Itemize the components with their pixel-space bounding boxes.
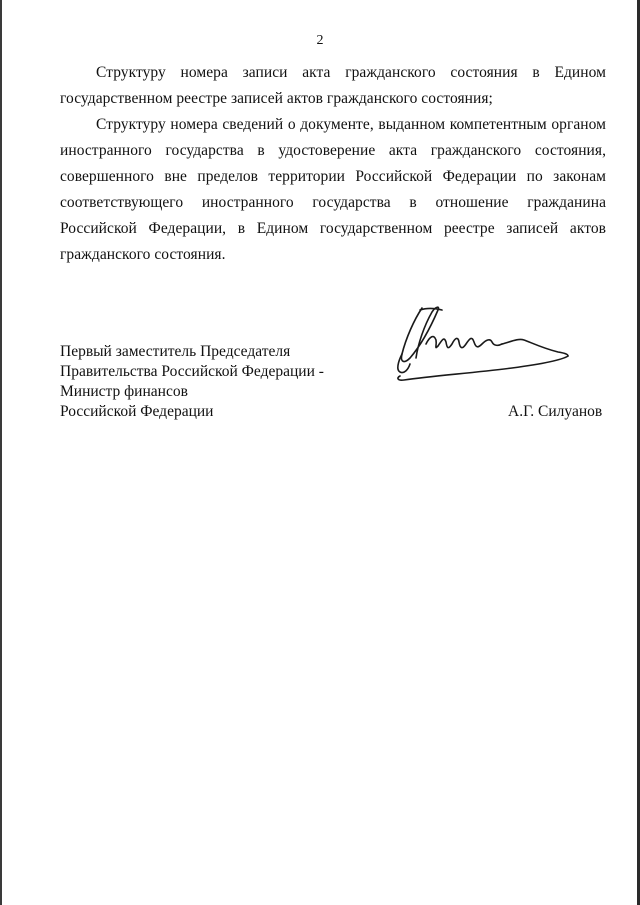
signatory-position-line: Первый заместитель Председателя — [60, 343, 291, 360]
signatory-position — [60, 342, 324, 422]
signatory-position-line: Министр финансов — [60, 383, 188, 400]
paragraph-record-number-structure: Структуру номера записи акта гражданского состояния в Едином государственном реестре записей актов гражданского состояния; — [60, 64, 606, 107]
scan-edge-left — [0, 0, 2, 905]
signer-name: А.Г. Силуанов — [508, 403, 603, 420]
signatory-position-line: Правительства Российской Федерации - — [60, 363, 324, 380]
page-number: 2 — [316, 33, 324, 48]
signatory-position-line: Российской Федерации — [60, 403, 214, 420]
handwritten-signature-icon — [392, 300, 582, 392]
paragraph-foreign-document-number-structure: Структуру номера сведений о документе, выданном компетентным органом иностранного государства в удостоверение акта гражданского состояния, совершенного вне пределов территории Российской Федерации по законам соответствующего иностранного государства в отношение гражданина Российской Федерации, в Едином государственном реестре записей актов гражданского состояния. — [60, 116, 606, 263]
